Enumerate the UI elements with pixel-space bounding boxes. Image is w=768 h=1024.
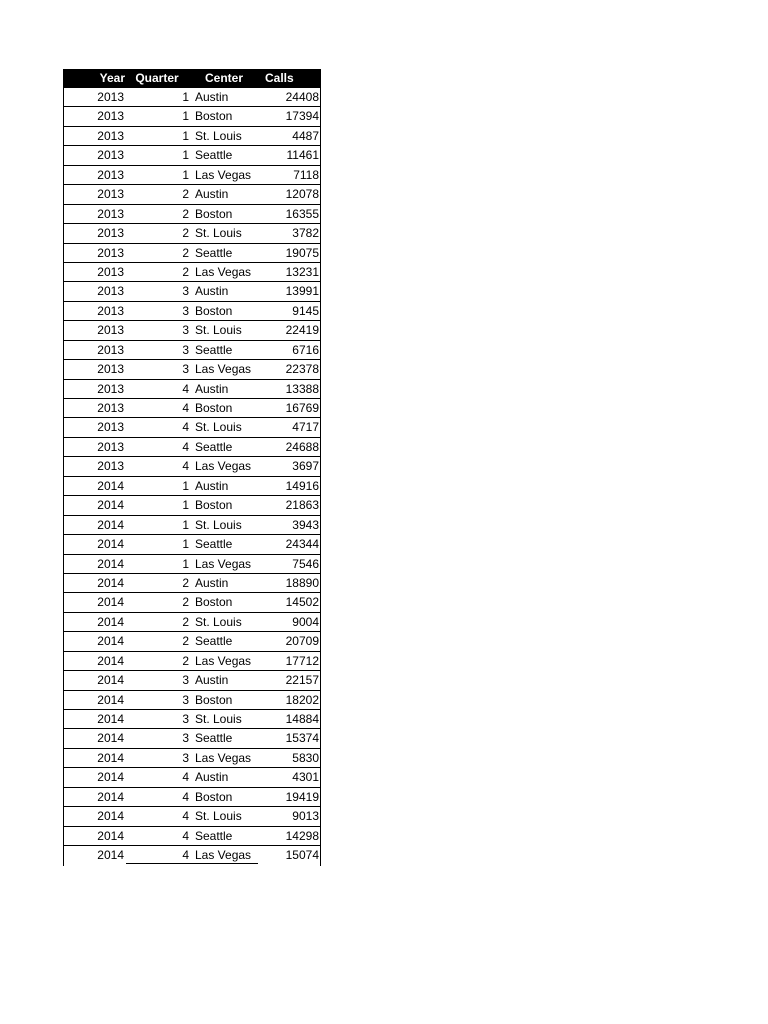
table-row	[63, 127, 321, 146]
cell-center: St. Louis	[195, 128, 242, 143]
table-row	[63, 652, 321, 671]
cell-year: 2013	[97, 303, 124, 318]
table-row	[63, 360, 321, 379]
cell-calls: 4301	[292, 770, 319, 785]
cell-quarter: 1	[182, 90, 189, 104]
cell-calls: 22157	[285, 673, 319, 688]
header-calls: Calls	[265, 71, 294, 85]
cell-year: 2014	[97, 595, 124, 610]
table-row	[63, 205, 321, 224]
cell-calls: 18890	[285, 575, 319, 590]
table-row	[63, 263, 321, 282]
cell-quarter: 4	[182, 439, 189, 454]
table-row	[63, 341, 321, 360]
cell-quarter: 4	[182, 770, 189, 785]
cell-calls: 9013	[292, 809, 319, 824]
cell-calls: 24688	[285, 439, 319, 454]
cell-center: Seattle	[195, 245, 233, 260]
cell-calls: 14502	[285, 595, 319, 610]
cell-year: 2014	[97, 653, 124, 668]
cell-center: St. Louis	[195, 712, 242, 726]
cell-calls: 15374	[285, 731, 319, 746]
table-row	[63, 399, 321, 418]
cell-quarter: 4	[182, 381, 189, 396]
table-row	[63, 185, 321, 204]
cell-quarter: 2	[182, 226, 189, 241]
cell-calls: 19075	[285, 245, 319, 260]
cell-center: Seattle	[195, 342, 233, 357]
cell-quarter: 3	[182, 692, 189, 707]
table-row	[63, 166, 321, 185]
table-row	[63, 691, 321, 710]
cell-calls: 13388	[285, 381, 319, 396]
table-row	[63, 418, 321, 437]
cell-year: 2014	[97, 809, 124, 824]
cell-year: 2013	[97, 381, 124, 396]
cell-calls: 11461	[286, 148, 319, 163]
cell-year: 2013	[97, 362, 124, 377]
cell-quarter: 1	[182, 109, 189, 124]
cell-quarter: 2	[182, 575, 189, 590]
cell-year: 2014	[97, 498, 124, 513]
cell-quarter: 3	[182, 303, 189, 318]
cell-calls: 22419	[285, 323, 319, 338]
cell-year: 2014	[97, 537, 124, 552]
table-row	[63, 574, 321, 593]
table-row	[63, 224, 321, 243]
cell-quarter: 2	[182, 187, 189, 202]
cell-center: Las Vegas	[195, 459, 252, 474]
cell-calls: 9145	[292, 303, 319, 318]
cell-calls: 16769	[285, 401, 319, 415]
cell-calls: 22378	[285, 362, 319, 377]
cell-year: 2014	[97, 517, 124, 532]
cell-quarter: 1	[182, 517, 189, 532]
cell-quarter: 1	[182, 478, 189, 493]
cell-quarter: 3	[182, 284, 189, 299]
table-row	[63, 457, 321, 476]
cell-center: Las Vegas	[195, 167, 252, 182]
cell-calls: 14884	[285, 712, 319, 726]
table-row	[63, 516, 321, 535]
cell-year: 2013	[97, 128, 124, 143]
table-row	[63, 710, 321, 729]
cell-calls: 6716	[292, 342, 319, 357]
cell-year: 2014	[97, 828, 124, 843]
cell-calls: 18202	[285, 692, 319, 707]
cell-center: Austin	[195, 575, 229, 590]
cell-calls: 17394	[285, 109, 319, 124]
cell-quarter: 3	[182, 712, 189, 726]
cell-year: 2014	[97, 692, 124, 707]
cell-year: 2014	[97, 575, 124, 590]
cell-quarter: 2	[182, 595, 189, 610]
cell-year: 2013	[97, 167, 124, 182]
header-year: Year	[99, 71, 125, 85]
cell-year: 2013	[97, 420, 124, 435]
cell-year: 2014	[97, 770, 124, 785]
cell-center: Boston	[195, 206, 233, 221]
cell-year: 2014	[97, 750, 124, 765]
cell-quarter: 4	[182, 420, 189, 435]
cell-quarter: 4	[182, 848, 189, 863]
cell-quarter: 2	[182, 614, 189, 629]
cell-quarter: 4	[182, 459, 189, 474]
table-body	[63, 88, 321, 866]
cell-quarter: 3	[182, 362, 189, 377]
cell-calls: 15074	[285, 848, 319, 863]
cell-year: 2014	[97, 614, 124, 629]
cell-year: 2014	[97, 634, 124, 649]
cell-quarter: 1	[182, 498, 189, 513]
cell-calls: 19419	[285, 789, 319, 804]
cell-quarter: 1	[182, 128, 189, 143]
cell-year: 2013	[97, 226, 124, 241]
cell-center: Las Vegas	[195, 653, 252, 668]
cell-center: Boston	[195, 109, 233, 124]
cell-calls: 3943	[292, 517, 319, 532]
header-quarter: Quarter	[135, 71, 179, 85]
cell-calls: 5830	[292, 750, 319, 765]
cell-quarter: 4	[182, 809, 189, 824]
cell-quarter: 2	[182, 206, 189, 221]
cell-center: Austin	[195, 381, 229, 396]
table-row	[63, 535, 321, 554]
cell-center: Boston	[195, 401, 233, 415]
table-row	[63, 321, 321, 340]
table-row	[63, 555, 321, 574]
table-row	[63, 282, 321, 301]
cell-center: Austin	[195, 187, 229, 202]
table-row	[63, 302, 321, 321]
cell-center: Seattle	[195, 731, 233, 746]
cell-calls: 4717	[292, 420, 319, 435]
table-row	[63, 146, 321, 165]
cell-year: 2014	[97, 556, 124, 571]
cell-center: Seattle	[195, 148, 233, 163]
cell-center: Las Vegas	[195, 362, 252, 377]
cell-year: 2013	[97, 459, 124, 474]
cell-calls: 9004	[292, 614, 319, 629]
cell-year: 2013	[97, 264, 124, 279]
cell-center: St. Louis	[195, 323, 242, 338]
table-row	[63, 88, 321, 107]
cell-calls: 13991	[285, 284, 319, 299]
cell-quarter: 2	[182, 634, 189, 649]
cell-year: 2014	[97, 712, 124, 726]
cell-year: 2013	[97, 401, 124, 415]
cell-year: 2013	[97, 342, 124, 357]
table-row	[63, 749, 321, 768]
cell-center: Seattle	[195, 537, 233, 552]
cell-year: 2013	[97, 245, 124, 260]
cell-year: 2013	[97, 323, 124, 338]
spreadsheet-table	[63, 69, 321, 866]
cell-calls: 21863	[285, 498, 319, 513]
cell-center: Boston	[195, 595, 233, 610]
cell-center: Boston	[195, 789, 233, 804]
table-row	[63, 768, 321, 787]
cell-calls: 4487	[292, 128, 319, 143]
cell-quarter: 2	[182, 245, 189, 260]
cell-year: 2014	[97, 478, 124, 493]
cell-year: 2014	[97, 789, 124, 804]
cell-quarter: 4	[182, 401, 189, 415]
table-header-row	[63, 69, 321, 88]
cell-year: 2013	[97, 148, 124, 163]
cell-center: St. Louis	[195, 517, 242, 532]
table-row	[63, 477, 321, 496]
cell-center: Austin	[195, 770, 229, 785]
cell-center: Las Vegas	[195, 848, 252, 863]
cell-calls: 20709	[285, 634, 319, 649]
cell-year: 2013	[97, 90, 124, 104]
cell-quarter: 1	[182, 167, 189, 182]
cell-center: Seattle	[195, 634, 233, 649]
cell-calls: 7118	[293, 167, 319, 182]
cell-calls: 3782	[292, 226, 319, 241]
table-row	[63, 671, 321, 690]
cell-quarter: 4	[182, 789, 189, 804]
table-row	[63, 788, 321, 807]
cell-center: Austin	[195, 478, 229, 493]
table-row	[63, 438, 321, 457]
cell-calls: 24408	[285, 90, 319, 104]
table-row	[63, 613, 321, 632]
table-row	[63, 107, 321, 126]
cell-quarter: 4	[182, 828, 189, 843]
cell-center: Austin	[195, 284, 229, 299]
cell-year: 2013	[97, 187, 124, 202]
table-row	[63, 807, 321, 826]
cell-center: Boston	[195, 303, 233, 318]
cell-quarter: 1	[182, 556, 189, 571]
cell-center: Seattle	[195, 439, 233, 454]
header-center: Center	[204, 71, 243, 85]
cell-calls: 3697	[292, 459, 319, 474]
cell-quarter: 3	[182, 323, 189, 338]
cell-center: Boston	[195, 498, 233, 513]
cell-quarter: 3	[182, 731, 189, 746]
cell-center: Seattle	[195, 828, 233, 843]
cell-year: 2014	[97, 731, 124, 746]
cell-center: St. Louis	[195, 226, 242, 241]
cell-quarter: 2	[182, 264, 189, 279]
cell-year: 2014	[97, 848, 124, 863]
table-row	[63, 827, 321, 846]
cell-calls: 12078	[285, 187, 319, 202]
table-row	[63, 729, 321, 748]
cell-center: St. Louis	[195, 614, 242, 629]
cell-quarter: 1	[182, 537, 189, 552]
cell-quarter: 1	[182, 148, 189, 163]
cell-calls: 13231	[285, 264, 319, 279]
cell-year: 2013	[97, 439, 124, 454]
cell-center: Austin	[195, 673, 229, 688]
cell-year: 2014	[97, 673, 124, 688]
cell-center: St. Louis	[195, 420, 242, 435]
table-row	[63, 244, 321, 263]
table-row	[63, 380, 321, 399]
cell-quarter: 3	[182, 673, 189, 688]
cell-year: 2013	[97, 206, 124, 221]
cell-calls: 7546	[292, 556, 319, 571]
cell-center: Austin	[195, 90, 229, 104]
cell-calls: 14916	[285, 478, 319, 493]
cell-quarter: 3	[182, 342, 189, 357]
bottom-border-line	[126, 863, 258, 864]
cell-year: 2013	[97, 284, 124, 299]
cell-quarter: 3	[182, 750, 189, 765]
cell-center: Las Vegas	[195, 264, 252, 279]
cell-calls: 16355	[285, 206, 319, 221]
cell-calls: 17712	[285, 653, 319, 668]
cell-quarter: 2	[182, 653, 189, 668]
cell-center: Las Vegas	[195, 750, 252, 765]
table-row	[63, 632, 321, 651]
cell-year: 2013	[97, 109, 124, 124]
cell-calls: 14298	[285, 828, 319, 843]
cell-center: Boston	[195, 692, 233, 707]
cell-calls: 24344	[285, 537, 319, 552]
table-row	[63, 593, 321, 612]
cell-center: St. Louis	[195, 809, 242, 824]
table-row	[63, 496, 321, 515]
cell-center: Las Vegas	[195, 556, 252, 571]
